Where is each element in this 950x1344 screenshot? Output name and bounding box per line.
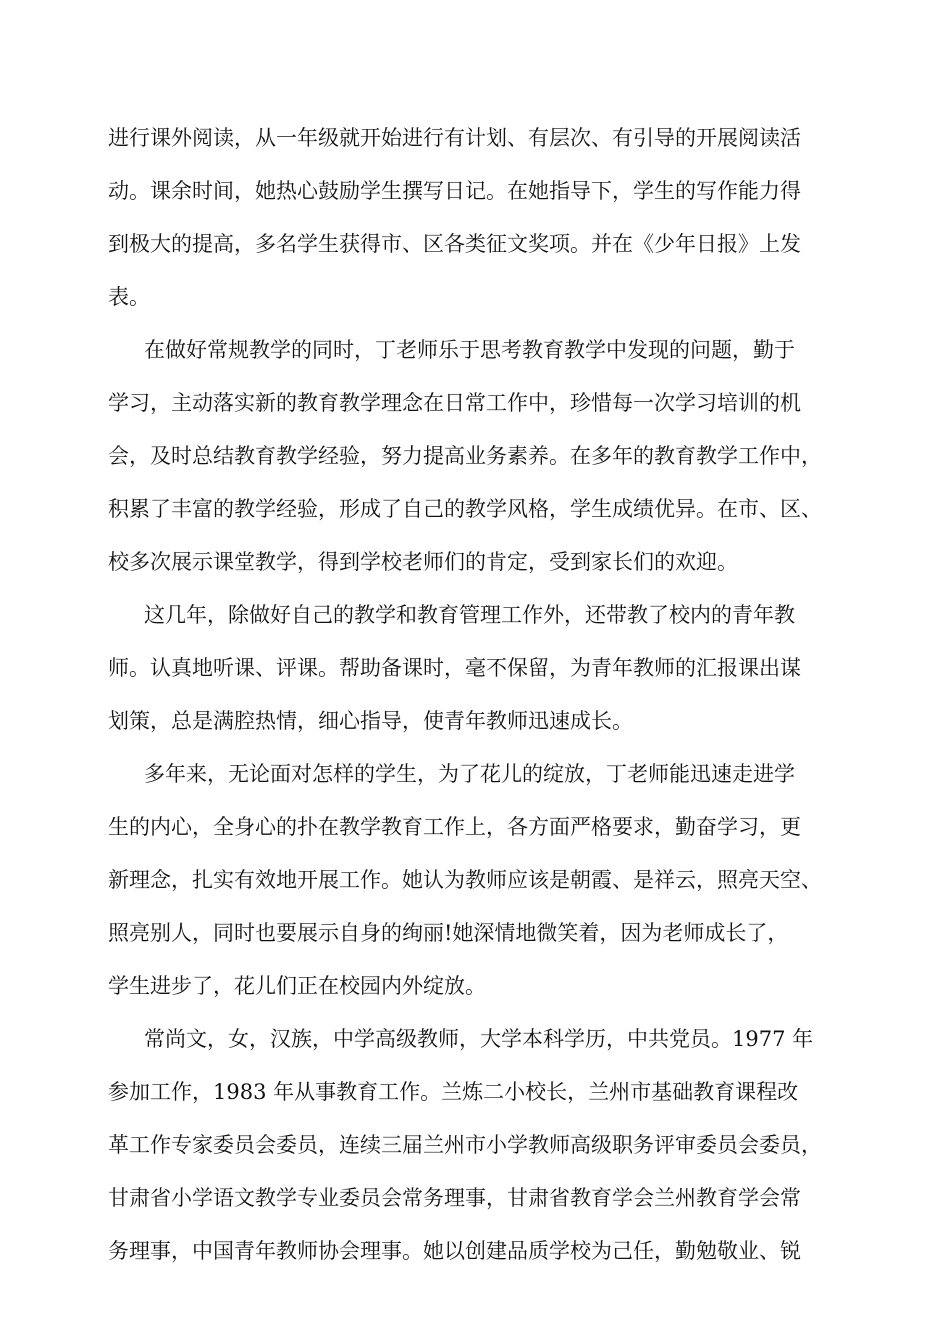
text-line: 动。课余时间，她热心鼓励学生撰写日记。在她指导下，学生的写作能力得 xyxy=(108,179,801,203)
text-line: 学习，主动落实新的教育教学理念在日常工作中，珍惜每一次学习培训的机 xyxy=(108,391,801,415)
body-text xyxy=(108,112,853,1278)
text-line: 这几年，除做好自己的教学和教育管理工作外，还带教了校内的青年教 xyxy=(144,603,795,627)
text-line: 照亮别人，同时也要展示自身的绚丽!她深情地微笑着，因为老师成长了， xyxy=(108,921,789,945)
text-line: 校多次展示课堂教学，得到学校老师们的肯定，受到家长们的欢迎。 xyxy=(108,550,738,574)
text-line: 师。认真地听课、评课。帮助备课时，毫不保留，为青年教师的汇报课出谋 xyxy=(108,656,801,680)
text-line: 积累了丰富的教学经验，形成了自己的教学风格，学生成绩优异。在市、区、 xyxy=(108,497,822,521)
text-line: 多年来，无论面对怎样的学生，为了花儿的绽放，丁老师能迅速走进学 xyxy=(144,762,795,786)
text-line: 表。 xyxy=(108,285,150,309)
text-line: 划策，总是满腔热情，细心指导，使青年教师迅速成长。 xyxy=(108,709,633,733)
text-line: 生的内心，全身心的扑在教学教育工作上，各方面严格要求，勤奋学习，更 xyxy=(108,815,801,839)
text-line: 务理事，中国青年教师协会理事。她以创建品质学校为己任，勤勉敬业、锐 xyxy=(108,1239,801,1263)
text-line: 新理念，扎实有效地开展工作。她认为教师应该是朝霞、是祥云，照亮天空、 xyxy=(108,868,822,892)
text-line: 进行课外阅读，从一年级就开始进行有计划、有层次、有引导的开展阅读活 xyxy=(108,126,801,150)
text-line: 在做好常规教学的同时，丁老师乐于思考教育教学中发现的问题，勤于 xyxy=(144,338,795,362)
text-line: 会，及时总结教育教学经验，努力提高业务素养。在多年的教育教学工作中， xyxy=(108,444,822,468)
text-line: 常尚文，女，汉族，中学高级教师，大学本科学历，中共党员。1977 年 xyxy=(144,1027,814,1051)
text-line: 参加工作，1983 年从事教育工作。兰炼二小校长，兰州市基础教育课程改 xyxy=(108,1080,799,1104)
text-line: 学生进步了，花儿们正在校园内外绽放。 xyxy=(108,974,486,998)
text-line: 到极大的提高，多名学生获得市、区各类征文奖项。并在《少年日报》上发 xyxy=(108,232,801,256)
text-line: 甘肃省小学语文教学专业委员会常务理事，甘肃省教育学会兰州教育学会常 xyxy=(108,1186,801,1210)
text-line: 革工作专家委员会委员，连续三届兰州市小学教师高级职务评审委员会委员， xyxy=(108,1133,822,1157)
